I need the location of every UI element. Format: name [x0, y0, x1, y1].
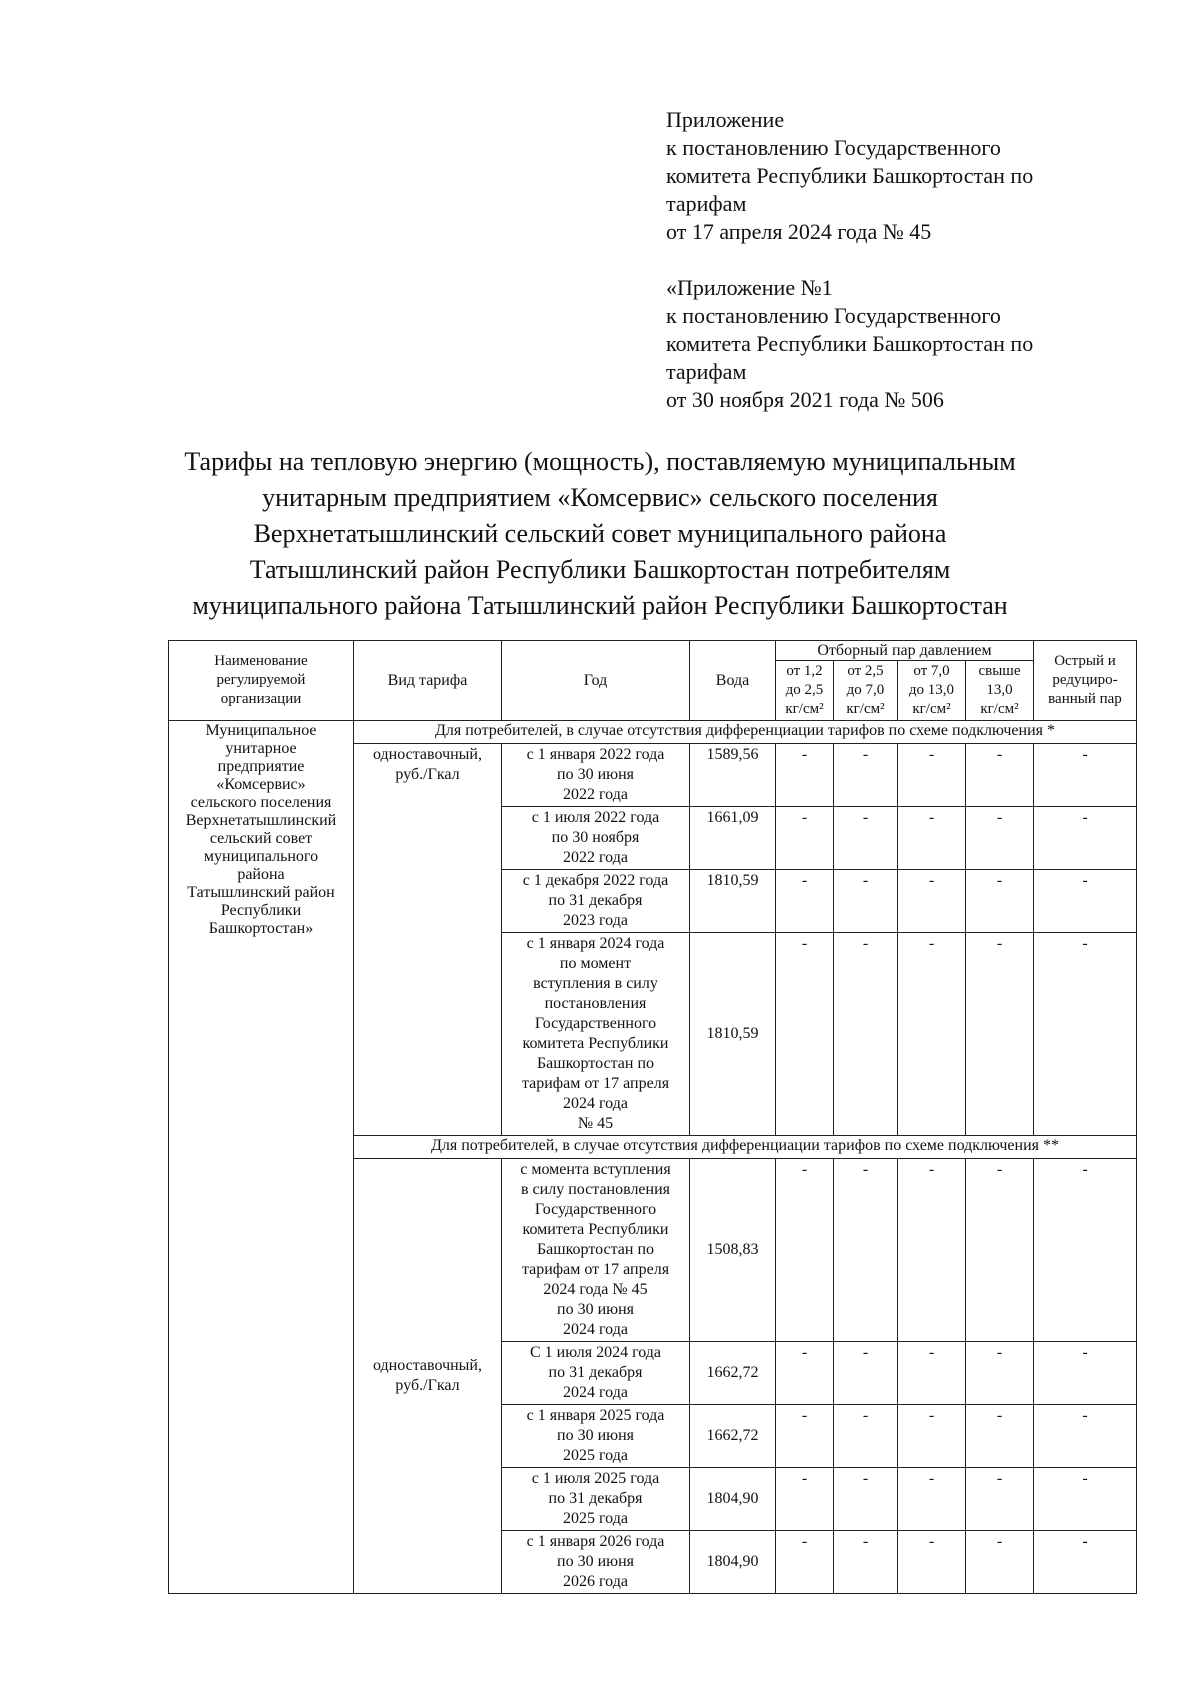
period-line: с 1 января 2024 года	[526, 935, 665, 952]
appendix-line: от 17 апреля 2024 года № 45	[666, 219, 932, 244]
water-value: 1810,59	[690, 870, 776, 933]
sharp-steam-value: -	[1034, 1468, 1137, 1531]
steam-1-value: -	[776, 1468, 834, 1531]
steam-3-value: -	[898, 1342, 966, 1405]
period-line: с 1 декабря 2022 года	[522, 872, 669, 889]
org-line: «Комсервис»	[216, 776, 306, 793]
period-line: Башкортостан по	[536, 1055, 655, 1072]
period-line: 2022 года	[563, 786, 628, 803]
appendix-line: «Приложение №1	[666, 275, 833, 300]
sharp-steam-value: -	[1034, 870, 1137, 933]
org-line: Татышлинский район	[187, 884, 335, 901]
header-text: кг/см²	[912, 701, 951, 717]
sharp-steam-value: -	[1034, 1342, 1137, 1405]
header-year: Год	[502, 641, 690, 721]
period-line: в силу постановления	[520, 1181, 671, 1198]
period-cell	[502, 744, 690, 807]
header-text: от 1,2	[786, 663, 823, 679]
water-value: 1589,56	[690, 744, 776, 807]
tariff-type-line: одноставочный,	[373, 746, 482, 763]
steam-2-value: -	[834, 807, 898, 870]
header-text: 13,0	[986, 682, 1013, 698]
sharp-steam-value: -	[1034, 1405, 1137, 1468]
steam-4-value: -	[966, 933, 1034, 1136]
water-value: 1804,90	[690, 1468, 776, 1531]
steam-4-value: -	[966, 870, 1034, 933]
org-line: Республики	[220, 902, 302, 919]
header-text: до 13,0	[908, 682, 955, 698]
sharp-steam-value: -	[1034, 1159, 1137, 1342]
section-1-title: Для потребителей, в случае отсутствия дифференциации тарифов по схеме подключения *	[354, 721, 1137, 744]
period-line: Государственного	[534, 1015, 657, 1032]
appendix-current-reference	[666, 106, 1136, 246]
sharp-steam-value: -	[1034, 807, 1137, 870]
tariff-type-line: одноставочный,	[373, 1357, 482, 1374]
period-line: Государственного	[534, 1201, 657, 1218]
period-line: 2026 года	[563, 1573, 628, 1590]
steam-2-value: -	[834, 870, 898, 933]
header-steam-group: Отборный пар давлением	[776, 641, 1034, 661]
period-line: с 1 января 2022 года	[526, 746, 665, 763]
period-line: 2024 года	[563, 1384, 628, 1401]
appendix-line: к постановлению Государственного	[666, 303, 1001, 328]
appendix-original-reference	[666, 274, 1136, 414]
header-sharp-steam	[1034, 641, 1137, 721]
period-cell	[502, 807, 690, 870]
period-cell	[502, 1159, 690, 1342]
header-text: от 2,5	[847, 663, 884, 679]
header-text: Острый и	[1054, 653, 1116, 669]
org-line: Башкортостан»	[208, 920, 314, 937]
period-line: по 30 июня	[557, 1301, 634, 1318]
period-line: с момента вступления	[520, 1161, 671, 1178]
steam-3-value: -	[898, 807, 966, 870]
steam-3-value: -	[898, 1159, 966, 1342]
org-line: Муниципальное	[205, 722, 317, 739]
header-organization	[169, 641, 354, 721]
document-title	[100, 444, 1100, 624]
header-water: Вода	[690, 641, 776, 721]
header-text: регулируемой	[216, 672, 306, 688]
period-line: с 1 января 2025 года	[526, 1407, 665, 1424]
period-line: 2025 года	[563, 1510, 628, 1527]
title-line: унитарным предприятием «Комсервис» сельского поселения	[262, 483, 938, 512]
steam-4-value: -	[966, 1531, 1034, 1594]
period-line: Башкортостан по	[536, 1241, 655, 1258]
water-value: 1804,90	[690, 1531, 776, 1594]
sharp-steam-value: -	[1034, 933, 1137, 1136]
steam-1-value: -	[776, 1342, 834, 1405]
steam-4-value: -	[966, 744, 1034, 807]
org-line: сельского поселения	[190, 794, 332, 811]
title-line: муниципального района Татышлинский район Республики Башкортостан	[192, 591, 1008, 620]
tariff-type-cell	[354, 744, 502, 1136]
period-line: по 30 июня	[557, 1427, 634, 1444]
appendix-line: тарифам	[666, 191, 747, 216]
period-line: комитета Республики	[522, 1221, 669, 1238]
sharp-steam-value: -	[1034, 1531, 1137, 1594]
period-line: 2022 года	[563, 849, 628, 866]
steam-3-value: -	[898, 870, 966, 933]
org-line: сельский совет	[209, 830, 313, 847]
period-line: с 1 июля 2022 года	[531, 809, 660, 826]
header-text: кг/см²	[980, 701, 1019, 717]
appendix-line: тарифам	[666, 359, 747, 384]
period-line: с 1 января 2026 года	[526, 1533, 665, 1550]
steam-4-value: -	[966, 807, 1034, 870]
period-cell	[502, 1405, 690, 1468]
organization-name	[169, 721, 354, 1594]
steam-1-value: -	[776, 933, 834, 1136]
period-line: по 30 июня	[557, 1553, 634, 1570]
org-line: предприятие	[217, 758, 305, 775]
steam-1-value: -	[776, 807, 834, 870]
title-line: Татышлинский район Республики Башкортостан потребителям	[249, 555, 951, 584]
period-line: комитета Республики	[522, 1035, 669, 1052]
water-value: 1810,59	[690, 933, 776, 1136]
steam-2-value: -	[834, 744, 898, 807]
header-text: свыше	[978, 663, 1021, 679]
org-line: унитарное	[225, 740, 297, 757]
period-line: 2023 года	[563, 912, 628, 929]
period-line: 2024 года	[563, 1095, 628, 1112]
period-line: по момент	[559, 955, 632, 972]
period-line: по 31 декабря	[548, 1490, 643, 1507]
header-text: организации	[220, 691, 302, 707]
period-line: по 31 декабря	[548, 892, 643, 909]
period-line: 2024 года	[563, 1321, 628, 1338]
header-text: Наименование	[214, 653, 308, 669]
steam-2-value: -	[834, 1468, 898, 1531]
appendix-line: Приложение	[666, 107, 785, 132]
steam-2-value: -	[834, 1159, 898, 1342]
steam-3-value: -	[898, 744, 966, 807]
steam-2-value: -	[834, 1342, 898, 1405]
period-cell	[502, 933, 690, 1136]
title-line: Верхнетатышлинский сельский совет муниципального района	[253, 519, 947, 548]
header-text: до 7,0	[846, 682, 885, 698]
tariff-table	[168, 640, 1137, 1594]
period-cell	[502, 870, 690, 933]
appendix-line: к постановлению Государственного	[666, 135, 1001, 160]
steam-1-value: -	[776, 870, 834, 933]
header-steam-2-5-7	[834, 661, 898, 721]
header-text: ванный пар	[1048, 691, 1122, 707]
header-steam-7-13	[898, 661, 966, 721]
steam-4-value: -	[966, 1468, 1034, 1531]
header-text: редуциро-	[1052, 672, 1118, 688]
header-text: кг/см²	[785, 701, 824, 717]
period-line: С 1 июля 2024 года	[529, 1344, 662, 1361]
steam-2-value: -	[834, 933, 898, 1136]
org-line: муниципального	[203, 848, 319, 865]
period-line: 2025 года	[563, 1447, 628, 1464]
tariff-type-line: руб./Гкал	[395, 1377, 460, 1394]
steam-2-value: -	[834, 1531, 898, 1594]
water-value: 1661,09	[690, 807, 776, 870]
tariff-type-cell	[354, 1159, 502, 1594]
header-steam-over-13	[966, 661, 1034, 721]
period-line: тарифам от 17 апреля	[521, 1261, 670, 1278]
header-text: до 2,5	[785, 682, 824, 698]
steam-1-value: -	[776, 744, 834, 807]
period-cell	[502, 1531, 690, 1594]
period-line: по 30 июня	[557, 766, 634, 783]
tariff-type-line: руб./Гкал	[395, 766, 460, 783]
steam-4-value: -	[966, 1405, 1034, 1468]
steam-1-value: -	[776, 1159, 834, 1342]
steam-4-value: -	[966, 1159, 1034, 1342]
org-line: Верхнетатышлинский	[185, 812, 337, 829]
water-value: 1508,83	[690, 1159, 776, 1342]
header-steam-1-2-5	[776, 661, 834, 721]
section-2-title: Для потребителей, в случае отсутствия дифференциации тарифов по схеме подключения **	[354, 1136, 1137, 1159]
section-1-title-row	[169, 721, 1137, 744]
period-line: по 31 декабря	[548, 1364, 643, 1381]
steam-3-value: -	[898, 1468, 966, 1531]
period-line: постановления	[544, 995, 647, 1012]
water-value: 1662,72	[690, 1405, 776, 1468]
header-text: от 7,0	[913, 663, 950, 679]
period-cell	[502, 1468, 690, 1531]
steam-3-value: -	[898, 933, 966, 1136]
period-line: 2024 года № 45	[543, 1281, 648, 1298]
period-line: вступления в силу	[533, 975, 658, 992]
steam-1-value: -	[776, 1531, 834, 1594]
steam-2-value: -	[834, 1405, 898, 1468]
period-cell	[502, 1342, 690, 1405]
water-value: 1662,72	[690, 1342, 776, 1405]
table-header-row	[169, 641, 1137, 661]
title-line: Тарифы на тепловую энергию (мощность), поставляемую муниципальным	[184, 447, 1016, 476]
period-line: по 30 ноября	[551, 829, 640, 846]
appendix-line: комитета Республики Башкортостан по	[666, 163, 1034, 188]
steam-4-value: -	[966, 1342, 1034, 1405]
appendix-line: комитета Республики Башкортостан по	[666, 331, 1034, 356]
org-line: района	[237, 866, 285, 883]
steam-3-value: -	[898, 1405, 966, 1468]
period-line: тарифам от 17 апреля	[521, 1075, 670, 1092]
steam-1-value: -	[776, 1405, 834, 1468]
steam-3-value: -	[898, 1531, 966, 1594]
sharp-steam-value: -	[1034, 744, 1137, 807]
header-text: кг/см²	[846, 701, 885, 717]
period-line: с 1 июля 2025 года	[531, 1470, 660, 1487]
header-tariff-type: Вид тарифа	[354, 641, 502, 721]
period-line: № 45	[577, 1115, 614, 1132]
appendix-line: от 30 ноября 2021 года № 506	[666, 387, 944, 412]
